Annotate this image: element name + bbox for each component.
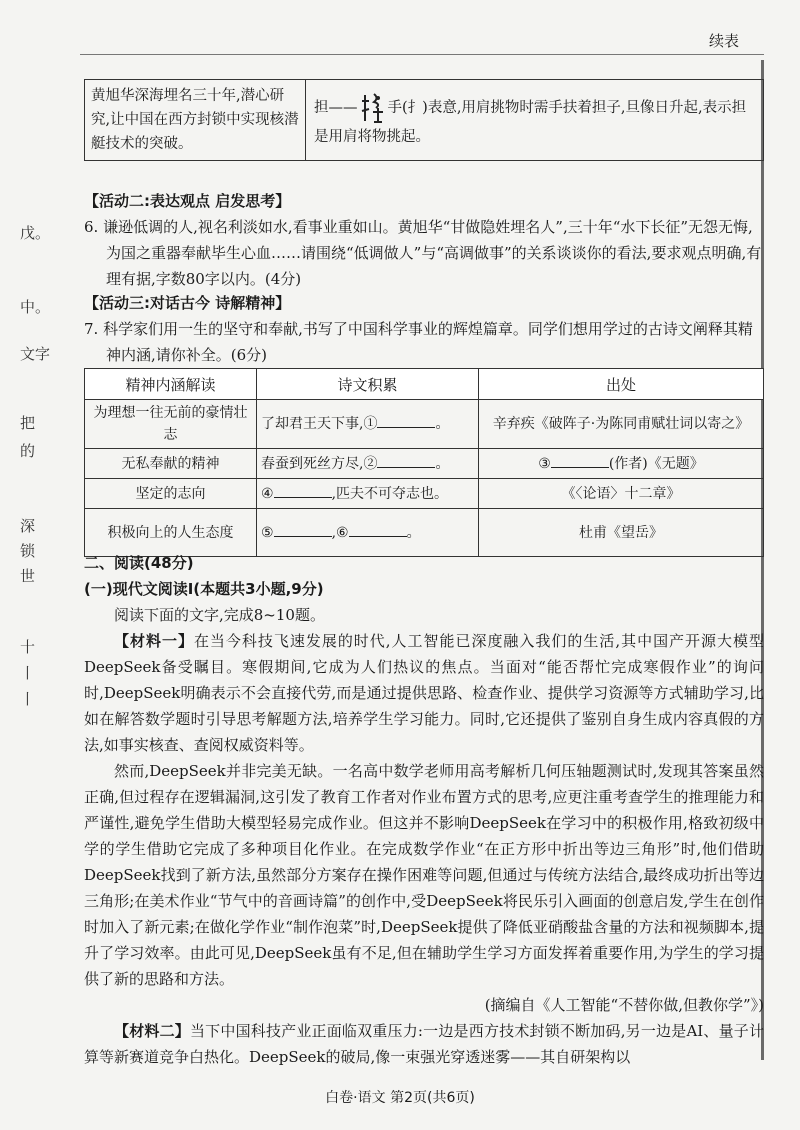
margin-mark: 丨 <box>20 690 36 708</box>
reading-section <box>84 550 764 1070</box>
blank-number: ② <box>363 455 378 472</box>
blank-number: ⑤ <box>261 524 274 541</box>
table-row <box>85 400 764 449</box>
material-label: 【材料二】 <box>114 1022 190 1040</box>
blank-number: ⑥ <box>336 524 349 541</box>
spirit-cell: 坚定的志向 <box>85 479 257 509</box>
subsection-heading: (一)现代文阅读Ⅰ(本题共3小题,9分) <box>84 580 324 598</box>
poem-text: 春蚕到死丝方尽, <box>261 455 364 472</box>
answer-blank[interactable] <box>377 413 435 428</box>
activity-three-heading: 【活动三:对话古今 诗解精神】 <box>84 294 291 312</box>
table-row <box>85 479 764 509</box>
char-label: 担—— <box>314 100 358 116</box>
table-cell-content: 黄旭华深海埋名三十年,潜心研究,让中国在西方封锁中实现核潜艇技术的突破。 <box>85 80 306 161</box>
margin-mark: 戊。 <box>20 224 51 242</box>
source-cell: 辛弃疾《破阵子·为陈同甫赋壮词以寄之》 <box>479 400 764 449</box>
material-one-p1 <box>84 628 764 758</box>
margin-mark: 丨 <box>20 664 36 682</box>
page-footer: 白卷·语文 第2页(共6页) <box>325 1090 475 1106</box>
activity-two-heading: 【活动二:表达观点 启发思考】 <box>84 192 291 210</box>
activity-three <box>84 290 764 368</box>
reading-instruction: 阅读下面的文字,完成8~10题。 <box>114 606 325 624</box>
poem-fill-table <box>84 368 764 557</box>
margin-mark: 把 <box>20 414 36 432</box>
margin-mark: 世 <box>20 567 36 585</box>
column-header: 精神内涵解读 <box>85 369 257 400</box>
section-heading: 二、阅读(48分) <box>84 554 194 572</box>
margin-mark: 文字 <box>20 345 51 363</box>
poem-cell: 春蚕到死丝方尽,② 。 <box>257 449 479 479</box>
spirit-cell: 无私奉献的精神 <box>85 449 257 479</box>
material-one-source: (摘编自《人工智能“不替你做,但教你学”》) <box>484 996 764 1014</box>
poem-text: 了却君王天下事, <box>261 416 364 432</box>
blank-number: ④ <box>261 485 274 502</box>
question-7: 7. 科学家们用一生的坚守和奉献,书写了中国科学事业的辉煌篇章。同学们想用学过的古诗文阐释其精神内涵,请你补全。(6分) <box>84 320 753 364</box>
table-cell-explanation <box>306 80 764 161</box>
source-cell <box>479 449 764 479</box>
material-two-p1 <box>84 1018 764 1070</box>
table-row <box>85 449 764 479</box>
poem-cell <box>257 479 479 509</box>
answer-blank[interactable] <box>551 453 609 468</box>
answer-blank[interactable] <box>377 453 435 468</box>
source-cell: 杜甫《望岳》 <box>479 509 764 557</box>
margin-mark: 锁 <box>20 542 36 560</box>
answer-blank[interactable] <box>274 483 332 498</box>
blank-number: ① <box>363 416 378 432</box>
material-text: 在当今科技飞速发展的时代,人工智能已深度融入我们的生活,其中国产开源大模型DeepSeek备受瞩目。寒假期间,它成为人们热议的焦点。当面对“能否帮忙完成寒假作业”的询问时,DeepSeek明确表示不会直接代劳,而是通过提供思路、检查作业、提供学习资源等方式辅助学习,比如在解答数学题时引导思考解题方法,培养学生学习能力。同时,它还提供了鉴别自身生成内容真假的方法,如事实核查、查阅权威资料等。 <box>84 632 764 754</box>
answer-blank[interactable] <box>274 522 332 537</box>
source-cell: 《〈论语〉十二章》 <box>479 479 764 509</box>
answer-blank[interactable] <box>349 522 407 537</box>
character-explanation-table <box>84 79 764 161</box>
margin-mark: 深 <box>20 517 36 535</box>
source-text: (作者)《无题》 <box>608 455 704 472</box>
top-rule <box>80 54 764 55</box>
blank-number: ③ <box>538 455 551 472</box>
activity-two <box>84 188 764 292</box>
spirit-cell: 积极向上的人生态度 <box>85 509 257 557</box>
material-one-p2: 然而,DeepSeek并非完美无缺。一名高中数学老师用高考解析几何压轴题测试时,发现其答案虽然正确,但过程存在逻辑漏洞,这引发了教育工作者对作业布置方式的思考,应更注重考查学生的推理能力和严谨性,避免学生借助大模型轻易完成作业。但这并不影响DeepSeek在学习中的积极作用,格致初级中学的学生借助它完成了多种项目化作业。在完成数学作业“在正方形中折出等边三角形”时,他们借助DeepSeek找到了新方法,虽然部分方案存在操作困难等问题,但通过与传统方法结合,最终成功折出等边三角形;在美术作业“节气中的音画诗篇”的创作中,受DeepSeek将民乐引入画面的创意启发,学生在创作时加入了新元素;在做化学作业“制作泡菜”时,DeepSeek提供了降低亚硝酸盐含量的方法和视频脚本,提升了学习效率。由此可见,DeepSeek虽有不足,但在辅助学生学习方面发挥着重要作用,为学生的学习提供了新的思路和方法。 <box>84 762 764 988</box>
table-row <box>85 80 764 161</box>
margin-mark: 十 <box>20 638 36 656</box>
continued-label: 续表 <box>709 32 740 50</box>
margin-mark: 中。 <box>20 298 51 316</box>
char-explanation: 手(扌)表意,用肩挑物时需手扶着担子,旦像日升起,表示担是用肩将物挑起。 <box>314 100 747 145</box>
question-6: 6. 谦逊低调的人,视名利淡如水,看事业重如山。黄旭华“甘做隐姓埋名人”,三十年“水下长征”无怨无悔,为国之重器奉献毕生心血……请围绕“低调做人”与“高调做事”的关系谈谈你的看法,要求观点明确,有理有据,字数80字以内。(4分) <box>84 218 762 288</box>
ancient-character-glyph <box>360 91 386 125</box>
material-text: 当下中国科技产业正面临双重压力:一边是西方技术封锁不断加码,另一边是AI、量子计算等新赛道竞争白热化。DeepSeek的破局,像一束强光穿透迷雾——其自研架构以 <box>84 1022 764 1066</box>
margin-mark: 的 <box>20 442 36 460</box>
table-header-row <box>85 369 764 400</box>
material-label: 【材料一】 <box>114 632 194 650</box>
poem-text: ,匹夫不可夺志也。 <box>331 485 449 502</box>
column-header: 诗文积累 <box>257 369 479 400</box>
poem-cell: 了却君王天下事,① 。 <box>257 400 479 449</box>
column-header: 出处 <box>479 369 764 400</box>
spirit-cell: 为理想一往无前的豪情壮志 <box>85 400 257 449</box>
poem-cell: ⑤ ,⑥ 。 <box>257 509 479 557</box>
